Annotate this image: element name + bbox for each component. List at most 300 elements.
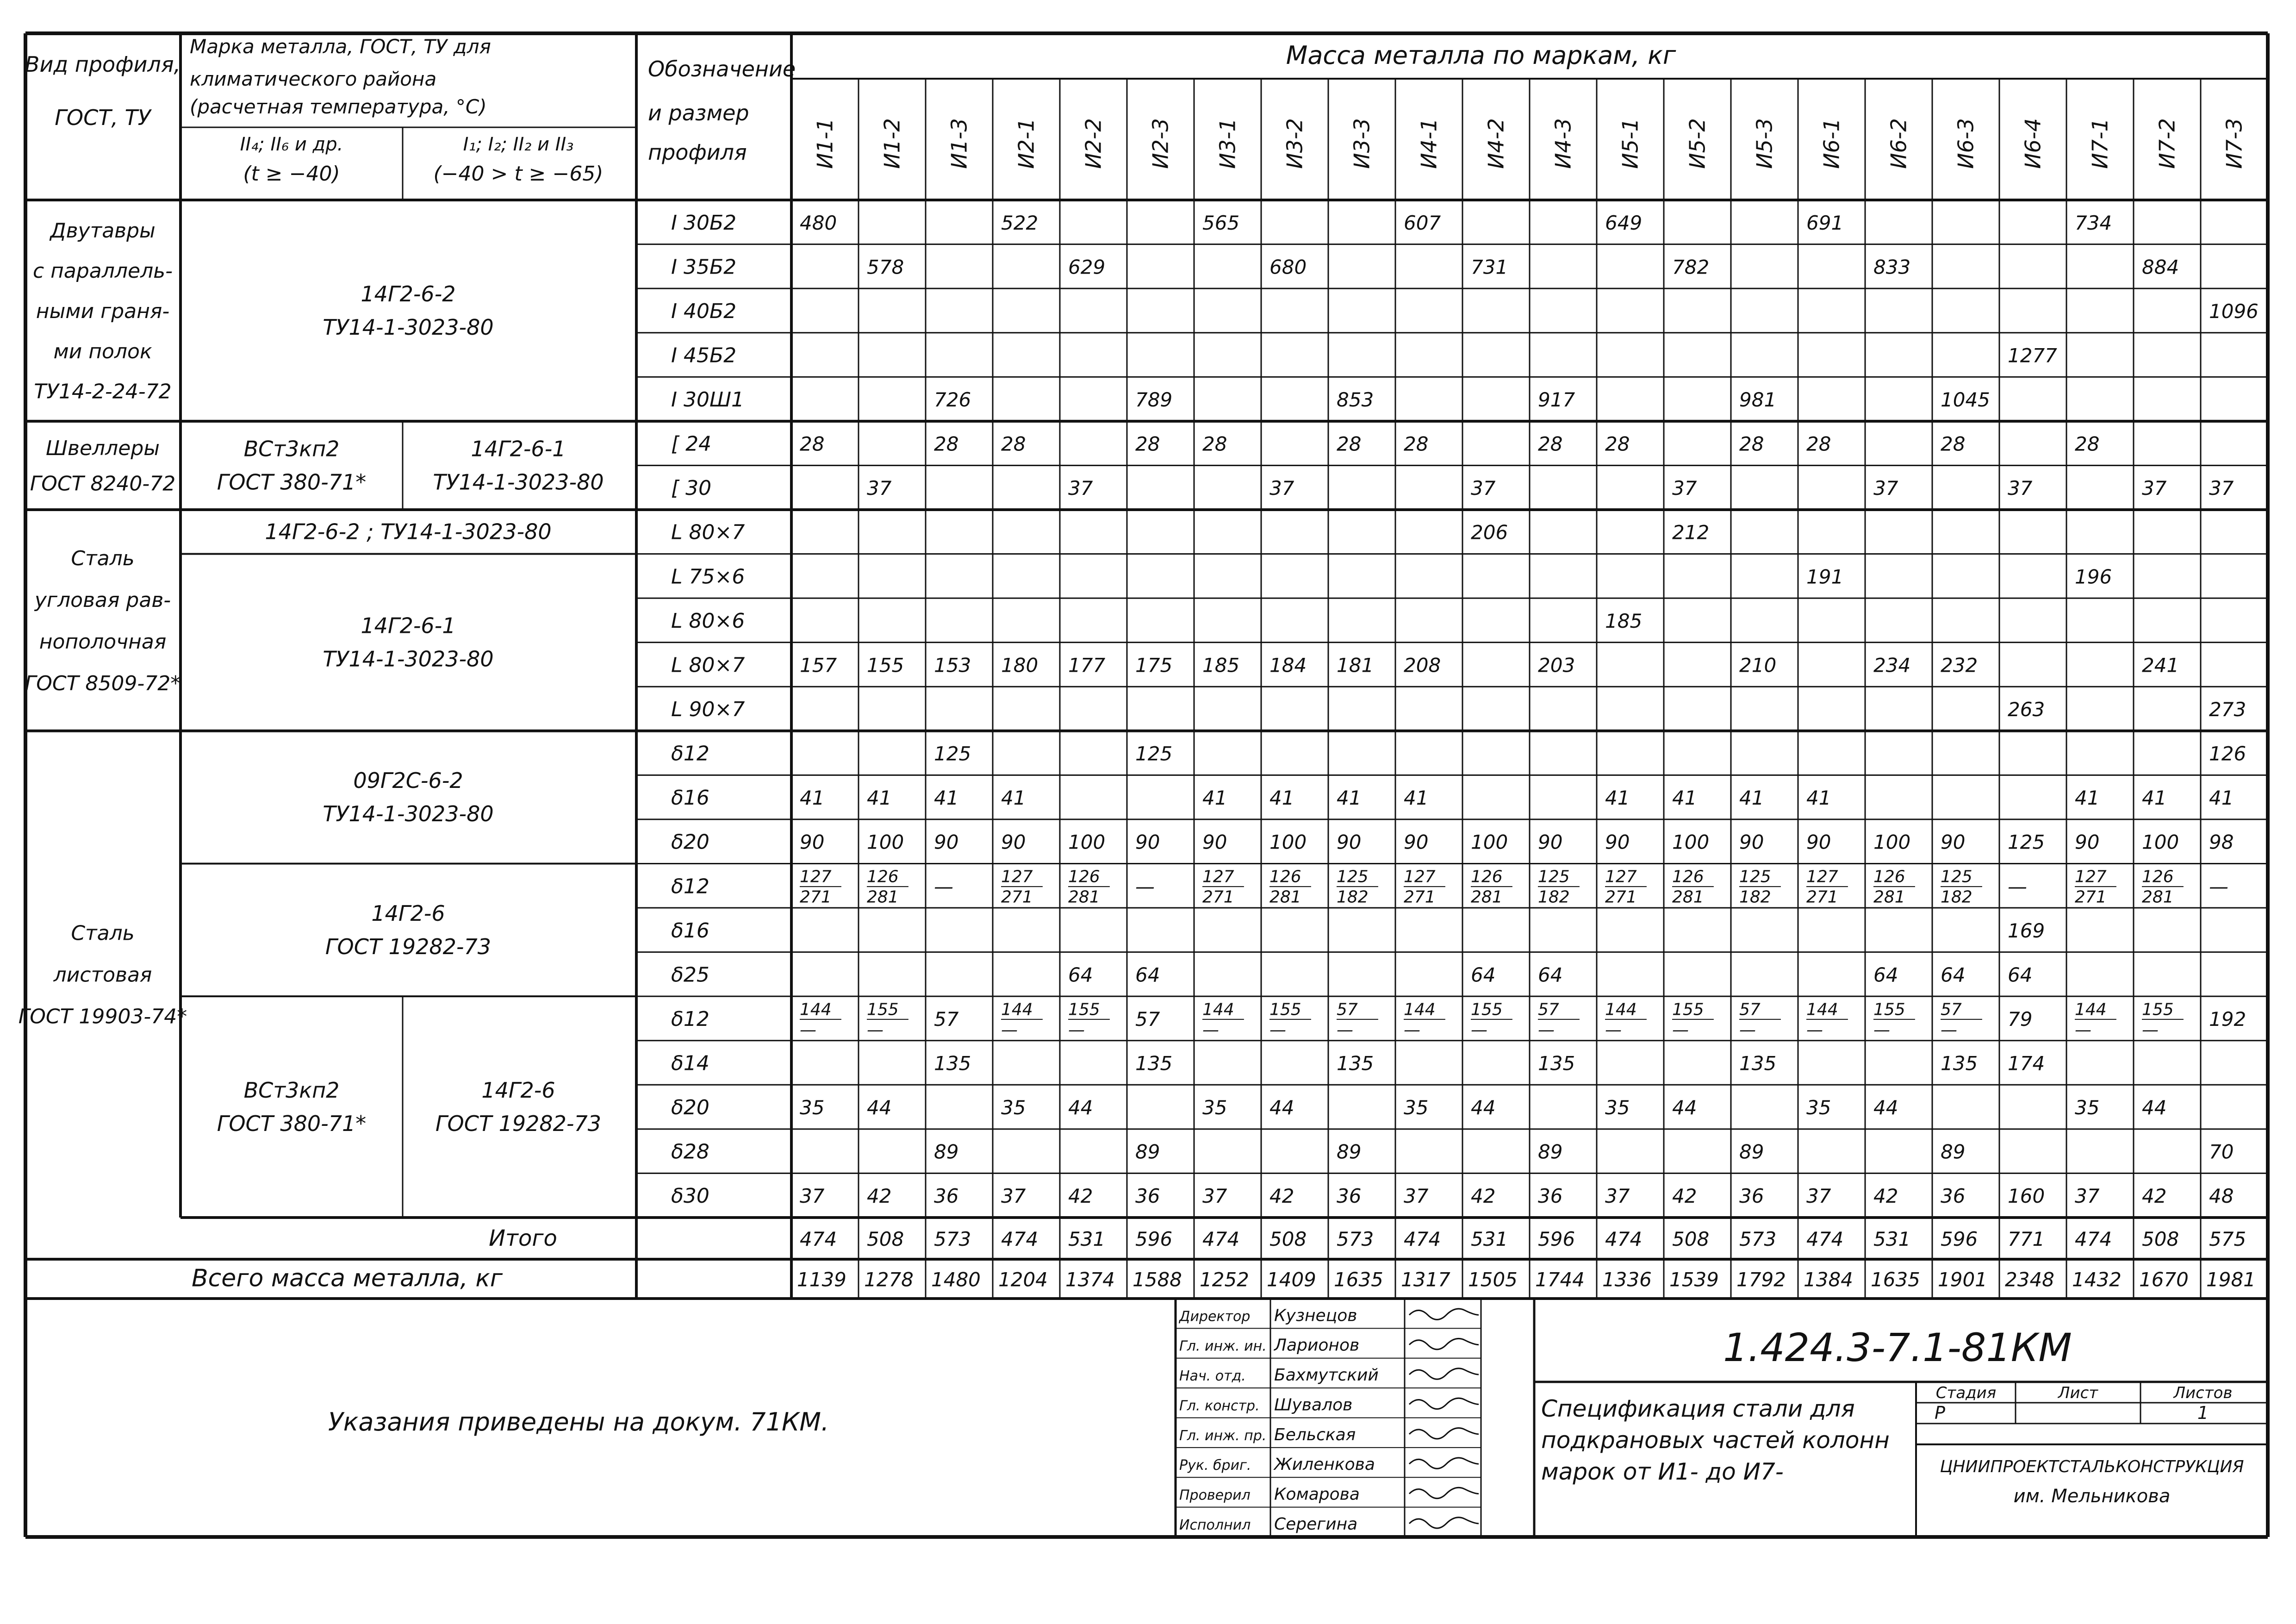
cell-value-bottom: — — [1605, 1020, 1622, 1040]
cell-value: 28 — [934, 432, 959, 456]
cell-value: 28 — [1404, 432, 1429, 456]
cell-value: 64 — [1068, 963, 1093, 987]
cell-value: 41 — [1806, 787, 1831, 810]
vsego-value: 1480 — [931, 1268, 981, 1291]
cell-value: 28 — [1739, 432, 1764, 456]
cell-value-top: 126 — [867, 867, 899, 887]
cell-value-bottom: 182 — [1941, 887, 1972, 907]
cell-value-top: 144 — [1202, 1000, 1234, 1019]
cell-value-top: 127 — [1001, 867, 1033, 887]
profile-designation: δ12 — [671, 742, 709, 766]
mark-header-И7-2: И7-2 — [2154, 118, 2180, 169]
stamp-role: Гл. инж. ин. — [1179, 1338, 1267, 1355]
itogo-value: 508 — [867, 1228, 904, 1250]
cell-value-bottom: — — [1001, 1020, 1018, 1040]
cell-value-top: 144 — [2075, 1000, 2107, 1019]
cell-value: 578 — [867, 256, 904, 279]
itogo-value: 573 — [1739, 1228, 1777, 1250]
vsego-value: 1505 — [1468, 1268, 1518, 1291]
sheets-label: Листов — [2173, 1384, 2233, 1402]
stamp-role: Нач. отд. — [1179, 1368, 1246, 1385]
cell-value: 37 — [2075, 1185, 2100, 1208]
cell-value-top: 144 — [1605, 1000, 1637, 1019]
cell-value: 41 — [1605, 787, 1630, 810]
stamp-name: Бахмутский — [1274, 1366, 1379, 1385]
cell-value: 782 — [1672, 256, 1710, 279]
profile-designation: L 80×7 — [671, 520, 745, 544]
cell-value: 177 — [1068, 654, 1106, 677]
stamp-name: Жиленкова — [1274, 1455, 1375, 1474]
cell-value-bottom: — — [1269, 1020, 1286, 1040]
cell-value: 37 — [1873, 477, 1898, 500]
cell-value: 64 — [1471, 963, 1496, 987]
cell-value-top: 155 — [1471, 1000, 1503, 1019]
profile-designation: δ12 — [671, 874, 709, 899]
vsego-value: 1204 — [998, 1268, 1048, 1291]
cell-value: 649 — [1605, 211, 1643, 234]
cell-value: 90 — [2075, 831, 2100, 854]
cell-value-bottom: 271 — [1001, 887, 1033, 907]
cell-value-bottom: — — [1471, 1020, 1487, 1040]
cell-value: 191 — [1806, 565, 1844, 588]
cell-value: 42 — [1672, 1185, 1697, 1208]
header-grade-3: (расчетная температура, °С) — [190, 95, 487, 118]
mark-header-И3-1: И3-1 — [1215, 118, 1240, 169]
grade-block-7-0: ВСт3кп2 — [243, 1078, 340, 1103]
cell-value: 57 — [934, 1007, 959, 1031]
cell-value: 210 — [1739, 654, 1777, 677]
cell-value: 175 — [1135, 654, 1173, 677]
cell-value: 90 — [1337, 831, 1362, 854]
cell-value: 44 — [1471, 1096, 1496, 1119]
cell-value-top: 126 — [1471, 867, 1503, 887]
vsego-label: Всего масса металла, кг — [191, 1264, 503, 1293]
signature — [1409, 1458, 1479, 1468]
cell-value: 169 — [2008, 919, 2045, 942]
cell-value: 208 — [1404, 654, 1441, 677]
itogo-value: 474 — [1202, 1228, 1240, 1250]
cell-value: 100 — [1873, 831, 1911, 854]
mark-header-И6-2: И6-2 — [1886, 118, 1911, 169]
cell-value: — — [1135, 875, 1155, 898]
cell-value: 206 — [1471, 521, 1508, 544]
cell-value: 100 — [1269, 831, 1307, 854]
profile-designation: L 75×6 — [671, 565, 745, 589]
cell-value: 180 — [1001, 654, 1039, 677]
cell-value-top: 127 — [1605, 867, 1637, 887]
cell-value: 89 — [1135, 1140, 1160, 1163]
mark-header-И6-1: И6-1 — [1819, 118, 1844, 169]
stamp-role: Рук. бриг. — [1179, 1457, 1251, 1474]
cell-value-top: 125 — [1941, 867, 1972, 887]
cell-value: 181 — [1337, 654, 1374, 677]
signature — [1409, 1309, 1479, 1319]
header-designation-2: и размер — [648, 100, 749, 125]
itogo-value: 508 — [1672, 1228, 1710, 1250]
stamp-name: Шувалов — [1274, 1395, 1353, 1415]
cell-value: 36 — [934, 1185, 959, 1208]
cell-value: 41 — [800, 787, 825, 810]
cell-value: 607 — [1404, 211, 1441, 234]
cell-value-top: 144 — [800, 1000, 832, 1019]
itogo-value: 474 — [800, 1228, 837, 1250]
signature — [1409, 1518, 1479, 1528]
mark-header-И2-2: И2-2 — [1081, 118, 1106, 169]
cell-value: 680 — [1269, 256, 1307, 279]
cell-value-bottom: 281 — [1672, 887, 1704, 907]
cell-value: 44 — [1672, 1096, 1697, 1119]
cell-value: 853 — [1337, 388, 1374, 412]
vsego-value: 1252 — [1200, 1268, 1249, 1291]
grade-block-5-0: 09Г2С-6-2 — [353, 768, 463, 793]
signature — [1409, 1428, 1479, 1439]
cell-value: 100 — [1471, 831, 1508, 854]
cell-value-top: 127 — [1202, 867, 1234, 887]
cell-value: 89 — [1538, 1140, 1563, 1163]
cell-value: 273 — [2209, 698, 2246, 721]
vsego-value: 1744 — [1535, 1268, 1585, 1291]
cell-value-bottom: — — [1404, 1020, 1420, 1040]
cell-value: 70 — [2209, 1140, 2234, 1163]
group-label-2-2: нополочная — [39, 630, 167, 654]
stamp-name: Бельская — [1274, 1425, 1356, 1444]
cell-value: 731 — [1471, 256, 1508, 279]
mark-header-И5-3: И5-3 — [1752, 118, 1777, 169]
profile-designation: δ16 — [671, 918, 709, 943]
cell-value: 36 — [1941, 1185, 1966, 1208]
cell-value: 89 — [1739, 1140, 1764, 1163]
cell-value: 41 — [1404, 787, 1429, 810]
itogo-value: 508 — [1269, 1228, 1307, 1250]
cell-value: 232 — [1941, 654, 1978, 677]
grade-block-1-0: ВСт3кп2 — [243, 436, 340, 462]
cell-value: 37 — [867, 477, 892, 500]
mark-header-И3-2: И3-2 — [1282, 118, 1307, 169]
header-grade-a: II₄; II₆ и др. — [240, 134, 343, 155]
cell-value: 64 — [2008, 963, 2033, 987]
cell-value: 726 — [934, 388, 971, 412]
cell-value-bottom: — — [2142, 1020, 2159, 1040]
mark-header-И7-3: И7-3 — [2221, 118, 2247, 169]
grade-block-2-0: 14Г2-6-1 — [471, 436, 566, 462]
vsego-value: 1588 — [1132, 1268, 1182, 1291]
stamp-name: Кузнецов — [1274, 1306, 1357, 1325]
cell-value: 57 — [1135, 1007, 1160, 1031]
profile-designation: [ 30 — [671, 476, 712, 500]
cell-value: 89 — [1337, 1140, 1362, 1163]
cell-value-top: 57 — [1538, 1000, 1559, 1019]
itogo-value: 531 — [1873, 1228, 1911, 1250]
cell-value: 37 — [1672, 477, 1697, 500]
cell-value-bottom: 271 — [1605, 887, 1637, 907]
cell-value-bottom: — — [1202, 1020, 1219, 1040]
stamp-role: Гл. констр. — [1179, 1398, 1260, 1414]
cell-value-top: 155 — [867, 1000, 899, 1019]
cell-value: 789 — [1135, 388, 1173, 412]
vsego-value: 1139 — [797, 1268, 846, 1291]
cell-value: 36 — [1337, 1185, 1362, 1208]
vsego-value: 1635 — [1334, 1268, 1383, 1291]
itogo-value: 531 — [1068, 1228, 1106, 1250]
cell-value-bottom: 281 — [2142, 887, 2174, 907]
cell-value: 185 — [1605, 609, 1643, 632]
cell-value: 48 — [2209, 1185, 2234, 1208]
sheet-label: Лист — [2058, 1384, 2098, 1402]
cell-value-top: 126 — [1873, 867, 1905, 887]
stamp-role: Проверил — [1179, 1487, 1251, 1504]
cell-value: 64 — [1941, 963, 1966, 987]
grade-block-6-0: 14Г2-6 — [371, 900, 445, 926]
mark-header-И7-1: И7-1 — [2087, 118, 2113, 169]
cell-value: 90 — [1605, 831, 1630, 854]
header-designation-3: профиля — [648, 140, 747, 165]
cell-value: 37 — [2142, 477, 2167, 500]
cell-value: 90 — [1538, 831, 1563, 854]
vsego-value: 1432 — [2072, 1268, 2122, 1291]
cell-value: 37 — [2008, 477, 2033, 500]
organization-name: ЦНИИПРОЕКТСТАЛЬКОНСТРУКЦИЯ — [1940, 1457, 2244, 1476]
profile-designation: δ30 — [671, 1184, 709, 1208]
vsego-value: 1384 — [1804, 1268, 1853, 1291]
cell-value-top: 125 — [1538, 867, 1570, 887]
stage-value: Р — [1935, 1403, 1945, 1423]
cell-value: 90 — [1806, 831, 1831, 854]
profile-designation: δ14 — [671, 1051, 709, 1075]
cell-value-bottom: 281 — [1269, 887, 1301, 907]
vsego-value: 1278 — [864, 1268, 914, 1291]
cell-value-bottom: — — [1068, 1020, 1085, 1040]
cell-value-top: 144 — [1001, 1000, 1033, 1019]
grade-block-8-0: 14Г2-6 — [481, 1078, 555, 1103]
itogo-value: 573 — [934, 1228, 971, 1250]
cell-value: 44 — [1873, 1096, 1898, 1119]
cell-value: 1096 — [2209, 300, 2259, 323]
cell-value: 135 — [1538, 1052, 1575, 1075]
cell-value: 37 — [1806, 1185, 1831, 1208]
cell-value: 184 — [1269, 654, 1307, 677]
cell-value-bottom: 271 — [800, 887, 832, 907]
cell-value: 37 — [1471, 477, 1496, 500]
itogo-value: 573 — [1337, 1228, 1374, 1250]
cell-value-top: 127 — [2075, 867, 2107, 887]
mark-header-И4-3: И4-3 — [1550, 118, 1576, 169]
cell-value-top: 144 — [1806, 1000, 1838, 1019]
cell-value: 42 — [867, 1185, 892, 1208]
cell-value-bottom: 271 — [1202, 887, 1234, 907]
cell-value: 41 — [2075, 787, 2100, 810]
cell-value: 44 — [2142, 1096, 2167, 1119]
cell-value-bottom: — — [1739, 1020, 1756, 1040]
cell-value: 135 — [1739, 1052, 1777, 1075]
cell-value: 35 — [1605, 1096, 1630, 1119]
cell-value: 160 — [2008, 1185, 2045, 1208]
profile-designation: δ16 — [671, 786, 709, 810]
cell-value: 185 — [1202, 654, 1240, 677]
cell-value-top: 127 — [800, 867, 832, 887]
cell-value-top: 126 — [1269, 867, 1301, 887]
cell-value: 28 — [800, 432, 825, 456]
cell-value-top: 57 — [1739, 1000, 1761, 1019]
cell-value: 192 — [2209, 1007, 2246, 1031]
document-title-0: Спецификация стали для — [1541, 1395, 1855, 1422]
cell-value: 28 — [2075, 432, 2100, 456]
profile-designation: δ28 — [671, 1140, 709, 1164]
stage-label: Стадия — [1935, 1384, 1997, 1402]
header-profile-type: Вид профиля, — [25, 52, 181, 77]
cell-value-top: 144 — [1404, 1000, 1436, 1019]
itogo-value: 474 — [1806, 1228, 1844, 1250]
grade-block-5-1: ТУ14-1-3023-80 — [323, 801, 494, 827]
stamp-role: Гл. инж. пр. — [1179, 1427, 1267, 1444]
cell-value-bottom: — — [1941, 1020, 1957, 1040]
cell-value: 90 — [1404, 831, 1429, 854]
group-label-0-0: Двутавры — [50, 219, 156, 243]
cell-value-bottom: 281 — [1873, 887, 1905, 907]
cell-value-bottom: 281 — [867, 887, 899, 907]
cell-value: 234 — [1873, 654, 1911, 677]
mark-header-И2-1: И2-1 — [1014, 118, 1039, 169]
grade-block-0-1: ТУ14-1-3023-80 — [323, 314, 494, 340]
itogo-value: 474 — [1001, 1228, 1039, 1250]
cell-value: 64 — [1873, 963, 1898, 987]
document-title-2: марок от И1- до И7- — [1541, 1458, 1784, 1485]
cell-value: 90 — [1001, 831, 1026, 854]
cell-value: — — [2209, 875, 2228, 898]
vsego-value: 1981 — [2206, 1268, 2256, 1291]
header-grade-a-2: (t ≥ −40) — [243, 162, 340, 186]
cell-value: 1277 — [2008, 344, 2057, 367]
cell-value: 157 — [800, 654, 837, 677]
cell-value: 35 — [1404, 1096, 1429, 1119]
cell-value: 42 — [1873, 1185, 1898, 1208]
grade-block-8-1: ГОСТ 19282-73 — [435, 1111, 602, 1137]
group-label-0-2: ными граня- — [36, 299, 170, 323]
itogo-value: 575 — [2209, 1228, 2246, 1250]
cell-value: 981 — [1739, 388, 1777, 412]
grade-block-1-1: ГОСТ 380-71* — [217, 469, 367, 495]
cell-value: 37 — [800, 1185, 825, 1208]
cell-value: 35 — [1806, 1096, 1831, 1119]
cell-value-bottom: — — [1337, 1020, 1353, 1040]
cell-value: 42 — [1068, 1185, 1093, 1208]
vsego-value: 1336 — [1602, 1268, 1652, 1291]
signature — [1409, 1368, 1479, 1379]
grade-block-6-1: ГОСТ 19282-73 — [325, 934, 492, 959]
header-grade-b-2: (−40 > t ≥ −65) — [433, 162, 604, 186]
cell-value: 35 — [2075, 1096, 2100, 1119]
cell-value: 41 — [2209, 787, 2234, 810]
cell-value: 36 — [1135, 1185, 1160, 1208]
itogo-value: 508 — [2142, 1228, 2179, 1250]
header-grade-2: климатического района — [190, 68, 437, 90]
cell-value: 44 — [1269, 1096, 1294, 1119]
group-label-0-1: с параллель- — [32, 259, 173, 283]
cell-value-top: 127 — [1806, 867, 1838, 887]
header-mass-title: Масса металла по маркам, кг — [1286, 41, 1676, 70]
profile-designation: δ12 — [671, 1007, 709, 1031]
cell-value: 37 — [1068, 477, 1093, 500]
cell-value: 917 — [1538, 388, 1575, 412]
cell-value: 126 — [2209, 742, 2246, 765]
signature — [1409, 1398, 1479, 1409]
cell-value-bottom: — — [1672, 1020, 1689, 1040]
stamp-role: Директор — [1179, 1308, 1251, 1325]
cell-value: 37 — [2209, 477, 2234, 500]
cell-value-bottom: — — [2075, 1020, 2091, 1040]
cell-value-top: 155 — [1068, 1000, 1100, 1019]
cell-value: 125 — [2008, 831, 2045, 854]
grade-block-4-0: 14Г2-6-1 — [361, 613, 456, 638]
grade-block-4-1: ТУ14-1-3023-80 — [323, 646, 494, 672]
cell-value-bottom: 271 — [1806, 887, 1838, 907]
cell-value: 522 — [1001, 211, 1039, 234]
cell-value: 41 — [1672, 787, 1697, 810]
cell-value-bottom: — — [1538, 1020, 1555, 1040]
cell-value-top: 155 — [1873, 1000, 1905, 1019]
cell-value: 35 — [1202, 1096, 1227, 1119]
cell-value: 135 — [934, 1052, 971, 1075]
cell-value-top: 155 — [1269, 1000, 1301, 1019]
itogo-value: 596 — [1941, 1228, 1978, 1250]
cell-value: 41 — [1337, 787, 1362, 810]
cell-value: 212 — [1672, 521, 1710, 544]
profile-designation: L 80×6 — [671, 609, 745, 633]
group-label-1-0: Швеллеры — [45, 437, 160, 461]
stamp-role: Исполнил — [1179, 1517, 1251, 1533]
cell-value: 135 — [1135, 1052, 1173, 1075]
header-grade-b: I₁; I₂; II₂ и II₃ — [463, 134, 574, 155]
profile-designation: L 80×7 — [671, 653, 745, 677]
reference-note: Указания приведены на докум. 71КМ. — [328, 1407, 829, 1437]
header-designation: Обозначение — [648, 56, 796, 81]
cell-value: 37 — [1202, 1185, 1227, 1208]
vsego-value: 1635 — [1871, 1268, 1920, 1291]
cell-value: 28 — [1538, 432, 1563, 456]
mark-header-И1-1: И1-1 — [812, 118, 838, 169]
cell-value: 37 — [1605, 1185, 1630, 1208]
cell-value: 263 — [2008, 698, 2045, 721]
stamp-name: Комарова — [1274, 1485, 1360, 1504]
cell-value: 565 — [1202, 211, 1240, 234]
cell-value: 36 — [1538, 1185, 1563, 1208]
cell-value-top: 57 — [1941, 1000, 1962, 1019]
cell-value: 28 — [1135, 432, 1160, 456]
mark-header-И4-2: И4-2 — [1483, 118, 1509, 169]
cell-value: 41 — [1269, 787, 1294, 810]
cell-value-top: 57 — [1337, 1000, 1358, 1019]
signature — [1409, 1338, 1479, 1349]
itogo-value: 596 — [1135, 1228, 1173, 1250]
cell-value: 42 — [1269, 1185, 1294, 1208]
cell-value: 44 — [1068, 1096, 1093, 1119]
cell-value: 64 — [1538, 963, 1563, 987]
cell-value: 100 — [1068, 831, 1106, 854]
cell-value: 100 — [867, 831, 904, 854]
cell-value-bottom: 182 — [1739, 887, 1771, 907]
group-label-3-0: Сталь — [71, 921, 135, 945]
itogo-value: 474 — [1605, 1228, 1643, 1250]
cell-value: 28 — [1337, 432, 1362, 456]
cell-value: 90 — [1941, 831, 1966, 854]
cell-value: 135 — [1941, 1052, 1978, 1075]
cell-value: 37 — [1269, 477, 1294, 500]
cell-value: 100 — [1672, 831, 1710, 854]
itogo-label: Итого — [489, 1225, 557, 1251]
cell-value: 691 — [1806, 211, 1844, 234]
group-label-2-0: Сталь — [71, 546, 135, 570]
cell-value-top: 127 — [1404, 867, 1436, 887]
document-title-1: подкрановых частей колонн — [1541, 1427, 1890, 1454]
